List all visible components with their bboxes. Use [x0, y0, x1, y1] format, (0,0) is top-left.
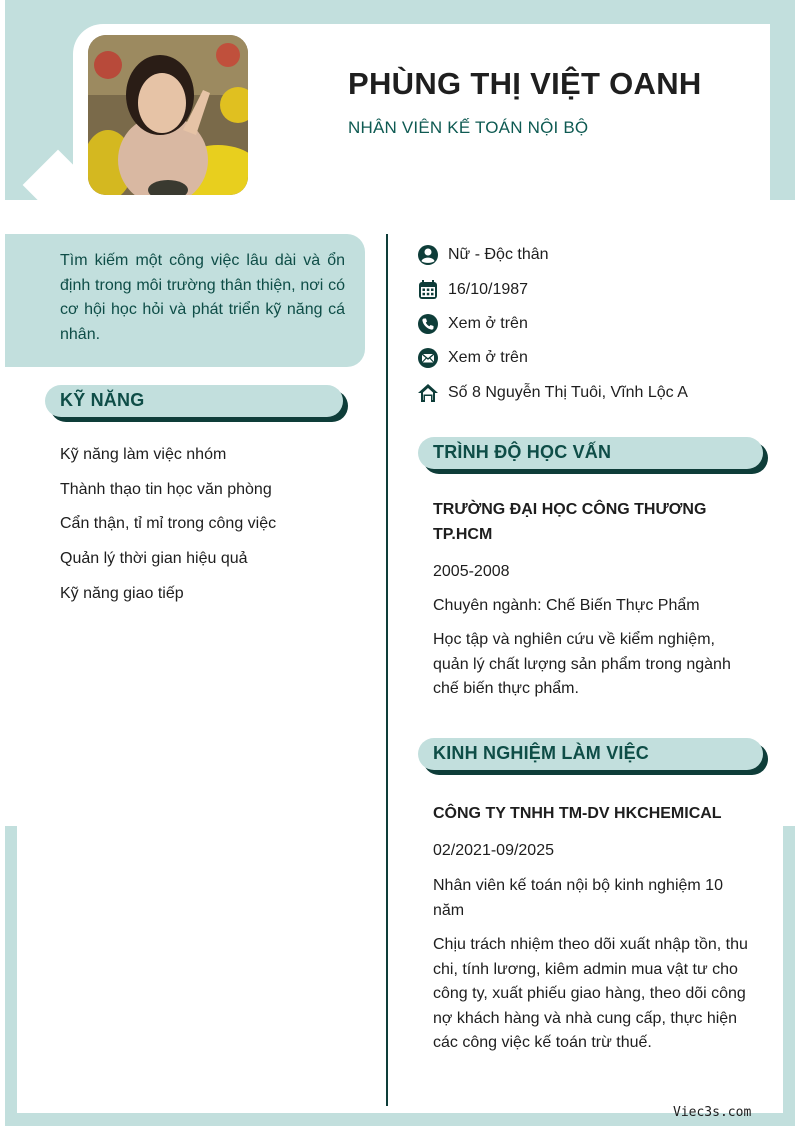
calendar-icon	[417, 279, 439, 301]
job-title: NHÂN VIÊN KẾ TOÁN NỘI BỘ	[348, 118, 589, 137]
column-divider	[386, 234, 388, 1106]
home-icon	[417, 382, 439, 404]
email: Xem ở trên	[448, 349, 528, 366]
person-icon	[417, 244, 439, 266]
company-name: CÔNG TY TNHH TM-DV HKCHEMICAL	[433, 805, 722, 822]
education-heading: TRÌNH ĐỘ HỌC VẤN	[433, 442, 612, 462]
experience-heading: KINH NGHIỆM LÀM VIỆC	[433, 743, 650, 763]
gender-marital-status: Nữ - Độc thân	[448, 246, 549, 263]
education-description: Học tập và nghiên cứu về kiểm nghiệm, quản lý chất lượng sản phẩm trong ngành chế biến thực phẩm.	[433, 631, 731, 697]
phone: Xem ở trên	[448, 315, 528, 332]
frame-right-bar	[783, 826, 795, 1126]
skill-item: Kỹ năng giao tiếp	[60, 585, 184, 602]
skill-item: Thành thạo tin học văn phòng	[60, 481, 272, 498]
skills-heading-bar	[45, 385, 343, 417]
education-major: Chuyên ngành: Chế Biến Thực Phẩm	[433, 597, 700, 614]
skill-item: Quản lý thời gian hiệu quả	[60, 550, 248, 567]
profile-photo	[88, 35, 248, 195]
experience-period: 02/2021-09/2025	[433, 842, 554, 859]
skills-heading: KỸ NĂNG	[60, 390, 145, 410]
skill-item: Cẩn thận, tỉ mỉ trong công việc	[60, 515, 277, 532]
experience-heading-bar	[418, 738, 763, 770]
school-name: TRƯỜNG ĐẠI HỌC CÔNG THƯƠNG TP.HCM	[433, 501, 707, 543]
watermark: Viec3s.com	[673, 1105, 752, 1120]
envelope-icon	[417, 347, 439, 369]
address: Số 8 Nguyễn Thị Tuôi, Vĩnh Lộc A	[448, 384, 688, 401]
education-period: 2005-2008	[433, 563, 510, 580]
frame-left-bar	[5, 826, 17, 1126]
education-heading-bar	[418, 437, 763, 469]
phone-icon	[417, 313, 439, 335]
experience-description: Chịu trách nhiệm theo dõi xuất nhập tồn, thu chi, tính lương, kiêm admin mua vật tư cho công ty, xuất phiếu giao hàng, theo dõi công nợ khách hàng và nhà cung cấp, thực hiện các công việc kế toán trừ thuế.	[433, 936, 748, 1051]
skill-item: Kỹ năng làm việc nhóm	[60, 446, 227, 463]
birthday: 16/10/1987	[448, 281, 529, 298]
candidate-name: PHÙNG THỊ VIỆT OANH	[348, 66, 702, 101]
experience-position: Nhân viên kế toán nội bộ kinh nghiệm 10 năm	[433, 877, 723, 919]
career-objective: Tìm kiếm một công việc lâu dài và ổn định trong môi trường thân thiện, nơi có cơ hội học hỏi và phát triển kỹ năng cá nhân.	[60, 252, 345, 343]
